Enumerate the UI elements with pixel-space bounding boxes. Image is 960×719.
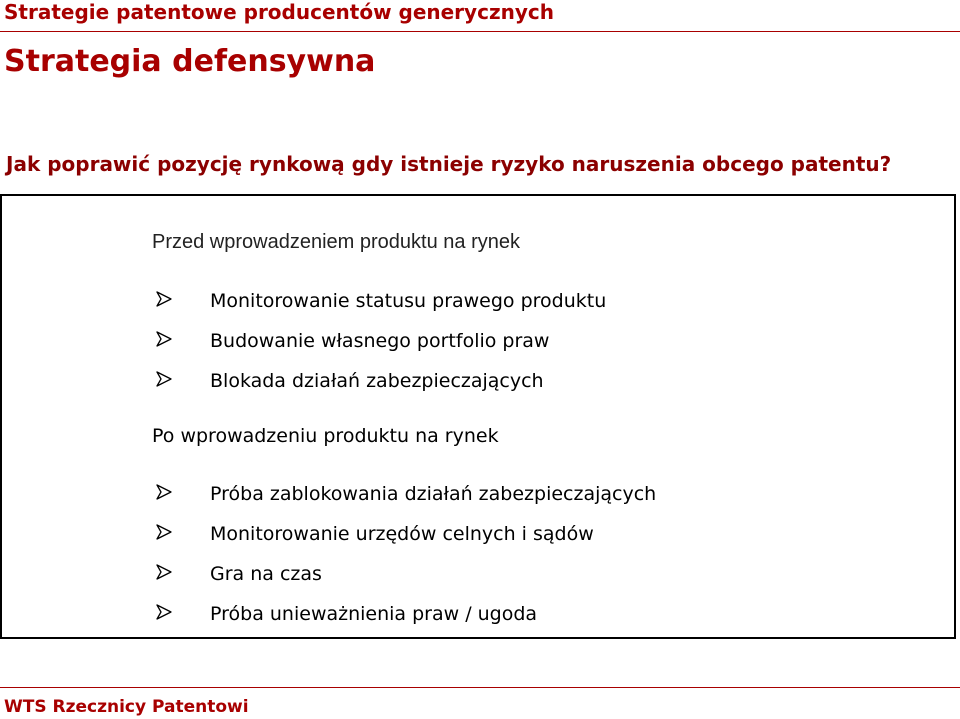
bullet-text: Monitorowanie statusu prawego produktu — [210, 290, 607, 312]
section-heading-before: Przed wprowadzeniem produktu na rynek — [152, 231, 520, 253]
bullet-text: Próba zablokowania działań zabezpieczających — [210, 483, 657, 505]
arrowhead-bullet-icon — [155, 563, 173, 581]
header-title: Strategie patentowe producentów generycznych — [4, 0, 554, 24]
bullet-text: Budowanie własnego portfolio praw — [210, 330, 550, 352]
footer-divider — [0, 687, 960, 688]
footer-text: WTS Rzecznicy Patentowi — [4, 697, 249, 717]
section-heading-after: Po wprowadzeniu produktu na rynek — [152, 425, 499, 447]
arrowhead-bullet-icon — [155, 370, 173, 388]
arrowhead-bullet-icon — [155, 290, 173, 308]
slide-question: Jak poprawić pozycję rynkową gdy istnieje ryzyko naruszenia obcego patentu? — [6, 152, 892, 176]
bullet-text: Blokada działań zabezpieczających — [210, 370, 544, 392]
bullet-text: Monitorowanie urzędów celnych i sądów — [210, 523, 594, 545]
header-divider — [0, 31, 960, 32]
arrowhead-bullet-icon — [155, 523, 173, 541]
bullet-text: Gra na czas — [210, 563, 322, 585]
bullet-text: Próba unieważnienia praw / ugoda — [210, 603, 538, 625]
arrowhead-bullet-icon — [155, 603, 173, 621]
arrowhead-bullet-icon — [155, 330, 173, 348]
slide-title: Strategia defensywna — [4, 44, 376, 79]
content-box — [0, 194, 956, 639]
arrowhead-bullet-icon — [155, 483, 173, 501]
